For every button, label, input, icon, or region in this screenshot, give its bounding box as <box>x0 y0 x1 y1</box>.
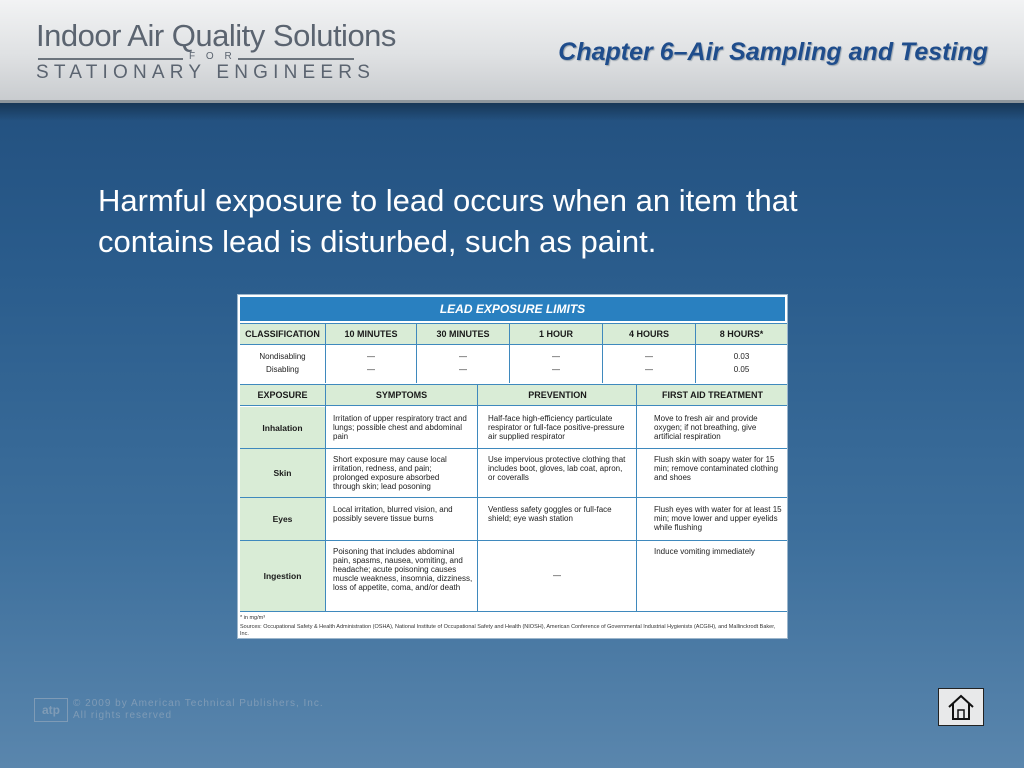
limits-cell: 0.05 <box>733 365 750 374</box>
limits-header-row <box>240 323 787 345</box>
exposure-header-symptoms: SYMPTOMS <box>375 390 428 400</box>
lead-exposure-table <box>237 294 788 639</box>
exposure-header-exposure: EXPOSURE <box>257 390 308 400</box>
limits-header-10min: 10 MINUTES <box>344 329 398 339</box>
first-aid-ingestion: Induce vomiting immediately <box>654 547 755 556</box>
copyright-line1: © 2009 by American Technical Publishers, Inc. <box>73 698 324 709</box>
row-divider <box>240 611 787 612</box>
copyright-line2: All rights reserved <box>73 710 173 721</box>
slide-headline: Harmful exposure to lead occurs when an item that contains lead is disturbed, such as paint. <box>98 183 798 259</box>
table-footnote: * in mg/m³ <box>240 615 266 621</box>
logo-for: F O R <box>189 51 236 62</box>
limits-header-30min: 30 MINUTES <box>436 329 490 339</box>
limits-cell: — <box>645 365 653 374</box>
chapter-title: Chapter 6–Air Sampling and Testing <box>558 38 988 66</box>
logo-rule-left <box>38 58 183 60</box>
table-sources: Sources: Occupational Safety & Health Administration (OSHA), National Institute of Occupational Safety and Health (NIOSH), American Conference of Governmental Industrial Hygienists (ACGIH), and Mallinckrodt Baker, Inc. <box>240 624 776 637</box>
exposure-label-eyes: Eyes <box>240 498 325 540</box>
limits-cell: — <box>459 365 467 374</box>
limits-cell: 0.03 <box>733 352 750 361</box>
symptoms-inhalation: Irritation of upper respiratory tract and lungs; possible chest and abdominal pain <box>333 414 467 441</box>
atp-logo: atp <box>34 698 68 722</box>
first-aid-skin: Flush skin with soapy water for 15 min; remove contaminated clothing and shoes <box>654 455 779 482</box>
limits-header-4hr: 4 HOURS <box>628 329 669 339</box>
first-aid-inhalation: Move to fresh air and provide oxygen; if not breathing, give artificial respiration <box>654 414 758 441</box>
logo-subtitle: STATIONARY ENGINEERS <box>36 62 376 83</box>
copyright <box>73 698 324 722</box>
limits-cell: — <box>459 352 467 361</box>
prevention-skin: Use impervious protective clothing that includes boot, gloves, lab coat, apron, or coveralls <box>488 455 626 482</box>
limits-cell: — <box>367 352 375 361</box>
limits-cell: — <box>552 352 560 361</box>
logo-title: Indoor Air Quality Solutions <box>36 18 396 53</box>
prevention-eyes: Ventless safety goggles or full-face shield; eye wash station <box>488 505 612 523</box>
symptoms-eyes: Local irritation, blurred vision, and possibly severe tissue burns <box>333 505 453 523</box>
symptoms-ingestion: Poisoning that includes abdominal pain, spasms, nausea, vomiting, and headache; acute poisoning causes muscle weakness, insomnia, dizziness, loss of appetite, coma, and/or death <box>333 547 473 592</box>
table-title: LEAD EXPOSURE LIMITS <box>240 297 785 321</box>
home-button[interactable] <box>938 688 984 726</box>
limits-cell: — <box>367 365 375 374</box>
limits-row-nondisabling-label: Nondisabling <box>259 352 306 361</box>
exposure-header-first-aid: FIRST AID TREATMENT <box>662 390 763 400</box>
exposure-label-skin: Skin <box>240 449 325 497</box>
exposure-header-row <box>240 384 787 406</box>
logo-rule-right <box>238 58 354 60</box>
exposure-label-inhalation: Inhalation <box>240 407 325 448</box>
first-aid-eyes: Flush eyes with water for at least 15 min; move lower and upper eyelids while flushing <box>654 505 782 532</box>
home-icon <box>946 693 976 721</box>
exposure-label-ingestion: Ingestion <box>240 541 325 611</box>
limits-cell: — <box>645 352 653 361</box>
prevention-inhalation: Half-face high-efficiency particulate respirator or full-face positive-pressure air supplied respirator <box>488 414 625 441</box>
limits-header-8hr: 8 HOURS* <box>719 329 764 339</box>
prevention-ingestion: — <box>553 571 561 580</box>
limits-header-classification: CLASSIFICATION <box>245 329 320 339</box>
limits-header-1hr: 1 HOUR <box>538 329 573 339</box>
header-shadow <box>0 103 1024 121</box>
limits-row-disabling-label: Disabling <box>266 365 299 374</box>
exposure-header-prevention: PREVENTION <box>528 390 587 400</box>
header-band <box>0 0 1024 103</box>
symptoms-skin: Short exposure may cause local irritation, redness, and pain; prolonged exposure absorbed through skin; lead posoning <box>333 455 447 491</box>
limits-cell: — <box>552 365 560 374</box>
